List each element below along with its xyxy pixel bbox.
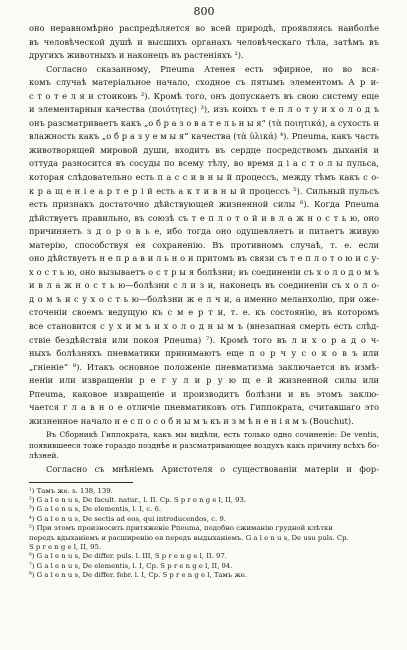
text-line: чается г л а в н о е отличіе пневматиковъ отъ Гиппократа, считавшаго это [29,402,379,413]
note-line: появившееся тоже гораздо позднѣе и разсматривающее воздухъ какъ причину всѣхъ бо- [29,440,379,450]
text-line: есть признакъ достаточно дѣйствующей жизненной силы ⁶). Когда Рпеuma [29,199,379,210]
footnotes [29,487,379,581]
footnote [29,562,379,571]
footnote-line: ⁸) G a l e n u s, De differ. febr. l. I, Ср. S p r e n g e l, Тамъ же. [29,571,248,580]
page-number: 800 [193,5,215,18]
text-line: оно дѣйствуетъ н е п р а в и л ь н о и притомъ въ связи съ т е п л о т о ю и с у- [29,253,379,264]
footnote-line: ⁴) G a l e n u s, De sectis ad eos, qui introducendos, c. 9. [29,514,226,523]
footnote-line: передъ вдыханіемъ и расширенію ея передъ выдыханіемъ. G a l e n u s, De usu puls. Ср. [29,533,349,542]
text-line: сточеніи своемъ ведущую къ с м е р т и, т. е. къ состоянію, въ которомъ [29,307,379,318]
closing-paragraph [29,463,379,477]
text-line: х о с т ь ю, оно вызываетъ о с т р ы я болѣзни; въ соединеніи съ х о л о д о м ъ [29,266,379,277]
note-line: Въ Сборникѣ Гиппократа, какъ мы видѣли, есть только одно сочиненіе: De ventis, [46,430,379,440]
footnote-line: ⁶) G a l e n u s, De differ. puls. l. III, S p r e n g e l, II. 97. [29,552,227,561]
text-line: въ человѣческой душѣ и высшихъ органахъ человѣческаго тѣла, затѣмъ въ [29,36,379,47]
text-line: влажность какъ „о б р а з у е м ы я“ качества (τὰ ὑλικά) ⁴). Рпеuma, какъ часть [29,131,379,142]
text-line: и в л а ж н о с т ь ю—болѣзни с л и з и, наконецъ въ соединеніи съ х о л о- [29,280,379,291]
paragraph [29,63,379,429]
footnote-line: S p r e n g e l, II, 95. [29,543,102,551]
text-line: к р а щ е н і е а р т е р і й есть а к т и в н ы й процессъ ⁵). Сильный пульсъ [29,185,379,196]
text-line: другихъ животныхъ и наконецъ въ растеніяхъ ¹). [29,50,244,61]
body-text [29,22,379,428]
text-line: ствіе бездѣйствія или покоя Рпеuma) ⁷). Кромѣ того въ л и х о р а д о ч- [29,334,379,345]
footnote-rule [29,482,133,483]
text-line: комъ случаѣ матеріальное начало, сходное съ пятымъ элементомъ А р и- [29,77,379,88]
text-line: ныхъ болѣзняхъ пневматики принимаютъ еще п о р ч у с о к о в ъ или [29,348,379,359]
text-line: оттуда разносится въ сосуды по всему тѣлу, во время д і а с т о л ы пульса, [29,158,379,169]
text-line: оно неравномѣрно распредѣляется во всей природѣ, проявляясь наиболѣе [29,23,379,33]
italic-note [29,430,379,461]
text-line: Согласно сказанному, Рпеuma Атенея есть эфирное, но во вся- [46,63,379,74]
note-line: лѣзней. [29,450,59,460]
text-line: все становится с у х и м ъ и х о л о д н ы м ъ (внезапная смерть есть слѣд- [29,321,379,332]
footnote-line: ³) G a l e n u s, De elementis, l. I, c. 6. [29,505,162,514]
text-line: „гніеніе“ ⁸). Итакъ основное положеніе пневматизма заключается въ измѣ- [29,361,379,372]
text-line: онъ разсматриваетъ какъ „о б р а з о в а т е л ь н ы я“ (τὰ ποιητικά), а сухость и [29,117,379,128]
footnote [29,524,379,552]
text-line: матерію, способствуя ея сохраненію. Въ противномъ случаѣ, т. е. если [29,239,379,250]
footnote [29,552,379,561]
footnote [29,505,379,514]
text-line: причиняетъ з д о р о в ь е, ибо тогда оно одушевляетъ и питаетъ живую [29,226,379,237]
text-line: которая слѣдовательно есть п а с с и в н ы й процессъ, между тѣмъ какъ с о- [29,172,379,183]
footnote-line: ⁵) При этомъ произносить притяженіе Рпеuma, подобно сжиманію грудной клѣтки [29,524,333,533]
footnote [29,496,379,505]
text-line: Рпеuma, каковое извращеніе и производитъ болѣзни и въ этомъ заклю- [29,388,379,399]
text-line: с т о т е л я и стоиковъ ²). Кромѣ того, онъ допускаетъ въ свою систему еще [29,90,379,101]
footnote-line: ¹) Тамъ же. s. 138, 139. [29,486,113,495]
text-line: жизненное начало н е с п о с о б н ы м ъ къ и з м ѣ н е н і я м ъ (Bouchut). [29,415,354,426]
footnote-line: ²) G a l e n u s, De facult. natur., l. II. Ср. S p r e n g e l, II, 93. [29,495,247,504]
footnote-line: ⁷) G a l e n u s, De elementis, l. I, Ср. S p r e n g e l, II, 94. [29,561,233,570]
text-line: Согласно съ мнѣніемъ Аристотеля о существованіи матеріи и фор- [46,464,379,475]
paragraph [29,22,379,63]
text-line: и элементарныя качества (ποιότητες) ³), изъ коихъ т е п л о т у и х о л о д ъ [29,104,379,115]
text-line: д о м ъ и с у х о с т ь ю—болѣзни ж е л ч и, а именно меланхолію, при оже- [29,293,379,304]
text-line: животворящей мировой души, входитъ въ сердце посредствомъ дыханія и [29,144,379,155]
text-line: дѣйствуетъ правильно, въ союзѣ съ т е п л о т о й и в л а ж н о с т ь ю, оно [29,212,379,223]
text-line: неніи или извращеніи р е г у л и р у ю щ е й жизненной силы или [29,375,379,386]
footnote [29,571,379,580]
footnote [29,487,379,496]
footnote [29,515,379,524]
